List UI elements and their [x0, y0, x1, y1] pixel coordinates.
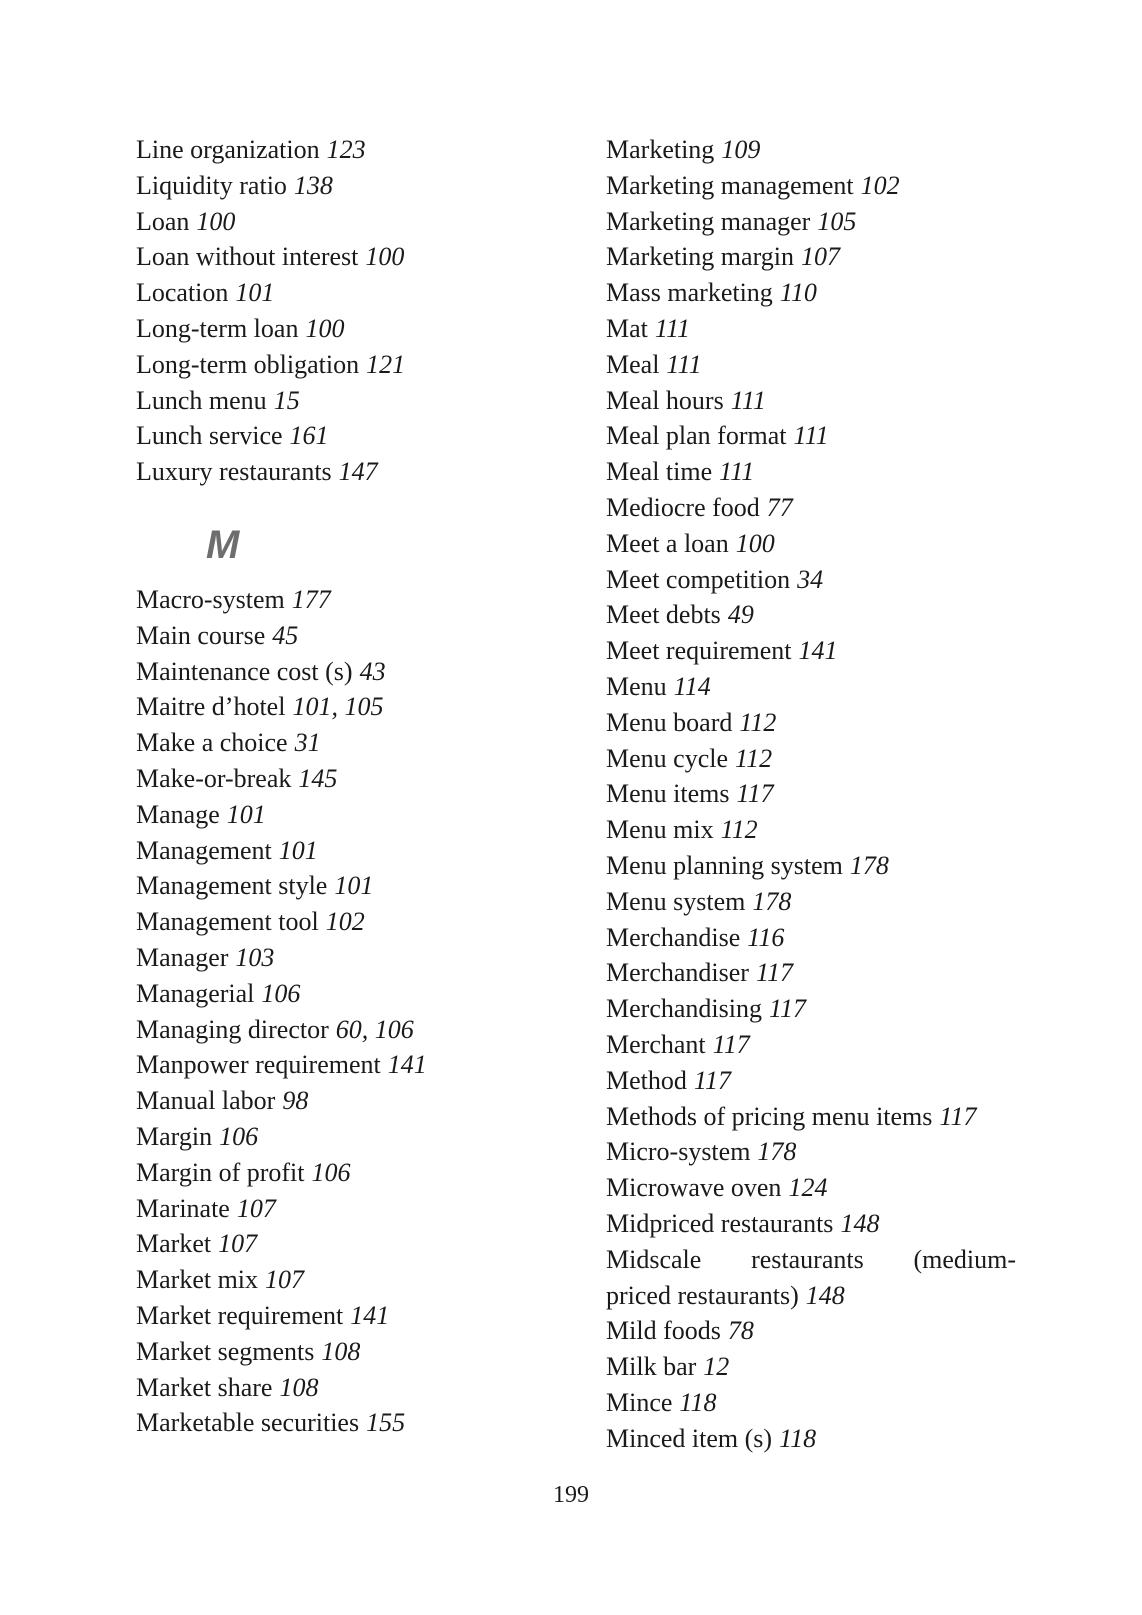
index-term: Manager — [136, 942, 229, 972]
index-entry — [606, 848, 1016, 884]
index-term: Managing director — [136, 1014, 329, 1044]
index-term: Location — [136, 278, 229, 308]
index-page-ref: 148 — [840, 1208, 880, 1238]
index-page-ref: 123 — [326, 135, 366, 164]
index-term: Marketing margin — [606, 242, 794, 272]
index-term: Meal plan format — [606, 421, 787, 451]
index-entry — [136, 311, 576, 347]
index-page-ref: 105 — [817, 206, 857, 236]
index-entry — [606, 454, 1016, 490]
index-page-ref: 155 — [366, 1408, 406, 1438]
index-entry — [606, 812, 1016, 848]
index-term: Main course — [136, 620, 266, 650]
index-term: Lunch service — [136, 421, 283, 451]
index-entry — [606, 204, 1016, 240]
index-entry — [606, 991, 1016, 1027]
index-entry — [606, 347, 1016, 383]
index-term: Merchant — [606, 1029, 706, 1059]
index-entry — [136, 1226, 576, 1262]
index-page-ref: 34 — [797, 564, 824, 594]
index-page-ref: 106 — [261, 978, 301, 1008]
index-entry — [136, 654, 576, 690]
index-entry — [606, 1421, 1016, 1457]
index-term: Meet requirement — [606, 636, 792, 666]
index-page-ref: 121 — [366, 349, 406, 379]
index-entry — [136, 1083, 576, 1119]
index-entry — [606, 1349, 1016, 1385]
index-page-ref: 117 — [939, 1101, 977, 1131]
index-entry — [606, 920, 1016, 956]
index-entry — [606, 884, 1016, 920]
index-entry — [606, 1242, 1016, 1314]
index-page-ref: 107 — [265, 1265, 305, 1295]
index-page-ref: 49 — [727, 600, 754, 630]
index-term: Long-term loan — [136, 313, 299, 343]
index-term-part: Midscale — [606, 1244, 702, 1274]
index-entry — [606, 526, 1016, 562]
index-term: Microwave oven — [606, 1173, 782, 1203]
index-entry — [136, 689, 576, 725]
page-number: 199 — [553, 1482, 589, 1508]
index-entry — [606, 705, 1016, 741]
index-term: Mat — [606, 313, 648, 343]
index-page-ref: 141 — [387, 1050, 427, 1080]
index-term: Lunch menu — [136, 385, 267, 415]
index-entry — [136, 618, 576, 654]
index-term: Liquidity ratio — [136, 170, 287, 200]
index-term: Meet competition — [606, 564, 791, 594]
index-term: Market — [136, 1229, 212, 1259]
index-page-ref: 101 — [278, 835, 318, 865]
index-term: Loan — [136, 206, 190, 236]
index-page-ref: 12 — [703, 1352, 730, 1382]
index-page-ref: 117 — [736, 779, 774, 809]
index-term: Marketing — [606, 135, 715, 164]
index-entry — [136, 761, 576, 797]
index-page-ref: 118 — [679, 1387, 717, 1417]
index-page-ref: 112 — [720, 815, 758, 845]
index-page-ref: 109 — [721, 135, 761, 164]
index-entry — [606, 275, 1016, 311]
index-page-ref: 145 — [298, 763, 338, 793]
index-term: Management — [136, 835, 272, 865]
index-page-ref: 107 — [218, 1229, 258, 1259]
index-entry — [136, 168, 576, 204]
index-entry — [136, 1155, 576, 1191]
index-term: Make-or-break — [136, 763, 292, 793]
index-entry — [136, 1191, 576, 1227]
index-entry — [606, 383, 1016, 419]
index-entry — [136, 1334, 576, 1370]
index-term: Management tool — [136, 907, 319, 937]
index-group-m-continued — [606, 132, 1016, 1242]
index-entry — [136, 940, 576, 976]
index-term: Luxury restaurants — [136, 457, 332, 487]
index-entry — [136, 725, 576, 761]
index-term: Minced item (s) — [606, 1423, 773, 1453]
index-term-part: priced restaurants) — [606, 1280, 799, 1310]
index-entry — [606, 776, 1016, 812]
index-entry — [606, 597, 1016, 633]
index-entry — [606, 168, 1016, 204]
index-page-ref: 102 — [325, 907, 365, 937]
index-entry — [136, 132, 576, 168]
index-term: Market share — [136, 1372, 273, 1402]
index-page-ref: 117 — [755, 958, 794, 988]
index-entry — [136, 904, 576, 940]
index-term: Marketing management — [606, 170, 854, 200]
index-page-ref: 106 — [219, 1121, 259, 1151]
index-entry — [136, 1298, 576, 1334]
index-term: Merchandise — [606, 922, 741, 952]
index-term: Mince — [606, 1387, 673, 1417]
section-letter-heading: M — [206, 522, 240, 567]
index-term: Merchandising — [606, 994, 762, 1024]
index-group-m-end — [606, 1313, 1016, 1456]
index-entry — [606, 1170, 1016, 1206]
index-page-ref: 101 — [226, 799, 266, 829]
index-term: Meal — [606, 349, 660, 379]
index-page-ref: 111 — [654, 313, 691, 343]
index-term: Management style — [136, 871, 328, 901]
index-page-ref: 31 — [294, 728, 321, 758]
index-page-ref: 117 — [693, 1065, 731, 1095]
index-term: Micro-system — [606, 1137, 751, 1167]
index-entry — [136, 1012, 576, 1048]
index-page-ref: 147 — [338, 457, 378, 487]
index-term: Menu cycle — [606, 743, 729, 773]
index-entry — [136, 1119, 576, 1155]
index-page-ref: 100 — [735, 528, 775, 558]
index-entry — [606, 239, 1016, 275]
index-term: Margin — [136, 1121, 213, 1151]
index-entry — [136, 204, 576, 240]
index-page-ref: 101, 105 — [292, 692, 384, 722]
index-entry — [136, 1262, 576, 1298]
index-term: Marketing manager — [606, 206, 811, 236]
index-entry — [136, 797, 576, 833]
index-term: Manage — [136, 799, 220, 829]
index-page-ref: 141 — [798, 636, 838, 666]
index-entry — [136, 868, 576, 904]
index-term: Market mix — [136, 1265, 259, 1295]
index-page-ref: 110 — [779, 278, 817, 308]
index-term: Meal hours — [606, 385, 724, 415]
index-page-ref: 177 — [291, 584, 331, 614]
index-entry — [136, 582, 576, 618]
index-page-ref: 178 — [757, 1137, 797, 1167]
index-term: Meet debts — [606, 600, 721, 630]
index-page-ref: 100 — [196, 206, 236, 236]
index-page-ref: 116 — [747, 922, 785, 952]
index-entry — [136, 275, 576, 311]
index-entry — [606, 741, 1016, 777]
index-column-right — [606, 132, 1016, 1456]
index-entry — [136, 454, 576, 490]
index-group-l — [136, 132, 576, 490]
index-term: Methods of pricing menu items — [606, 1101, 933, 1131]
index-entry — [136, 1370, 576, 1406]
index-page-ref: 117 — [768, 994, 807, 1024]
index-entry — [606, 1385, 1016, 1421]
index-entry — [606, 669, 1016, 705]
index-term: Midpriced restaurants — [606, 1208, 834, 1238]
index-page-ref: 60, 106 — [335, 1014, 414, 1044]
index-entry — [136, 976, 576, 1012]
index-term: Market requirement — [136, 1300, 344, 1330]
index-column-left — [136, 132, 576, 1441]
index-entry — [606, 562, 1016, 598]
index-entry — [606, 490, 1016, 526]
index-entry — [136, 383, 576, 419]
index-page-ref: 78 — [727, 1316, 754, 1346]
index-page-ref: 100 — [365, 242, 405, 272]
index-term: Method — [606, 1065, 687, 1095]
index-page-ref: 77 — [766, 492, 793, 522]
index-page-ref: 148 — [805, 1280, 845, 1310]
index-page-ref: 111 — [730, 385, 766, 415]
index-term: Menu — [606, 671, 667, 701]
index-page-ref: 106 — [311, 1157, 351, 1187]
index-term: Mediocre food — [606, 492, 760, 522]
index-term: Market segments — [136, 1336, 315, 1366]
index-page-ref: 138 — [293, 170, 333, 200]
index-entry — [136, 833, 576, 869]
index-page-ref: 43 — [359, 656, 386, 686]
index-term: Loan without interest — [136, 242, 359, 272]
index-entry — [606, 1027, 1016, 1063]
index-page-ref: 111 — [793, 421, 829, 451]
index-term: Long-term obligation — [136, 349, 360, 379]
index-term: Mass marketing — [606, 278, 773, 308]
index-page-ref: 101 — [235, 278, 275, 308]
index-entry — [606, 1134, 1016, 1170]
index-entry — [606, 418, 1016, 454]
index-page-ref: 100 — [305, 313, 345, 343]
index-entry — [606, 1099, 1016, 1135]
index-page-ref: 161 — [289, 421, 329, 451]
index-page-ref: 102 — [860, 170, 900, 200]
index-term: Managerial — [136, 978, 255, 1008]
index-term: Macro-system — [136, 584, 285, 614]
index-page-ref: 45 — [272, 620, 299, 650]
index-term: Mild foods — [606, 1316, 721, 1346]
index-entry — [136, 1405, 576, 1441]
index-term: Manpower requirement — [136, 1050, 381, 1080]
index-term: Margin of profit — [136, 1157, 305, 1187]
index-page-ref: 111 — [666, 349, 702, 379]
index-term: Make a choice — [136, 728, 288, 758]
index-entry — [606, 311, 1016, 347]
index-page-ref: 103 — [235, 942, 275, 972]
index-entry — [606, 955, 1016, 991]
index-page-ref: 178 — [849, 850, 889, 880]
index-entry — [136, 1047, 576, 1083]
index-entry — [136, 347, 576, 383]
index-term: Menu items — [606, 779, 730, 809]
index-term: Marketable securities — [136, 1408, 360, 1438]
index-entry — [136, 418, 576, 454]
index-group-m — [136, 582, 576, 1441]
index-page-ref: 141 — [350, 1300, 390, 1330]
index-term: Line organization — [136, 135, 320, 164]
index-term: Maitre d’hotel — [136, 692, 286, 722]
index-entry — [606, 1313, 1016, 1349]
index-page-ref: 107 — [800, 242, 840, 272]
index-page-ref: 118 — [779, 1423, 817, 1453]
index-term: Menu planning system — [606, 850, 843, 880]
index-term-part: restaurants — [751, 1244, 864, 1274]
index-entry — [606, 132, 1016, 168]
index-page-ref: 112 — [735, 743, 773, 773]
index-entry — [136, 239, 576, 275]
index-page-ref: 178 — [752, 886, 792, 916]
index-term-part: (medium- — [913, 1244, 1016, 1274]
index-page-ref: 114 — [673, 671, 711, 701]
index-term: Merchandiser — [606, 958, 749, 988]
index-term: Meet a loan — [606, 528, 729, 558]
index-term: Milk bar — [606, 1352, 697, 1382]
index-page-ref: 15 — [273, 385, 300, 415]
index-term: Marinate — [136, 1193, 230, 1223]
index-term: Menu mix — [606, 815, 714, 845]
index-page-ref: 117 — [712, 1029, 750, 1059]
index-term: Meal time — [606, 457, 713, 487]
index-entry — [606, 1206, 1016, 1242]
index-page-ref: 98 — [282, 1086, 309, 1116]
index-entry — [606, 633, 1016, 669]
index-term: Manual labor — [136, 1086, 276, 1116]
index-page-ref: 107 — [236, 1193, 276, 1223]
index-page-ref: 112 — [739, 707, 777, 737]
index-page-ref: 111 — [719, 457, 755, 487]
index-page-ref: 108 — [279, 1372, 319, 1402]
index-page-ref: 101 — [334, 871, 374, 901]
index-term: Maintenance cost (s) — [136, 656, 353, 686]
index-page-ref: 108 — [321, 1336, 361, 1366]
index-term: Menu board — [606, 707, 733, 737]
index-term: Menu system — [606, 886, 746, 916]
index-entry — [606, 1063, 1016, 1099]
index-page-ref: 124 — [788, 1173, 828, 1203]
